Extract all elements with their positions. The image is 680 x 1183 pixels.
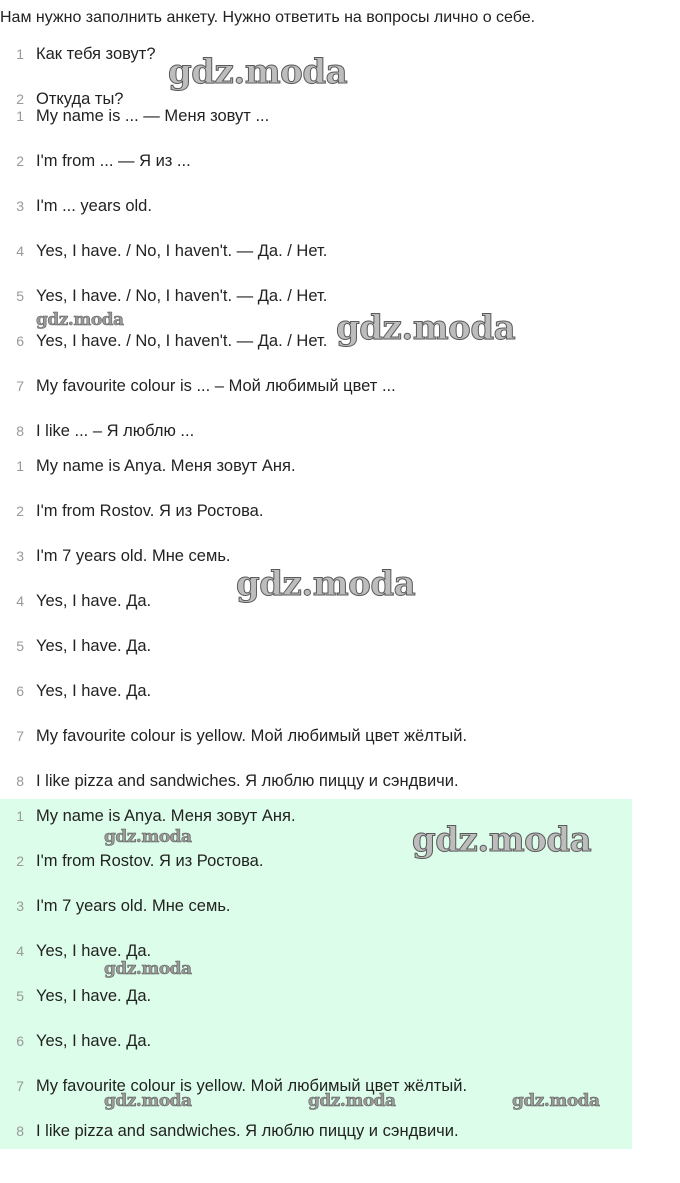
list-item xyxy=(0,497,640,525)
item-text: Откуда ты? xyxy=(36,90,124,108)
item-text: I'm from Rostov. Я из Ростова. xyxy=(36,852,264,870)
item-text: Yes, I have. Да. xyxy=(36,682,152,700)
list-item xyxy=(0,452,640,480)
list-item xyxy=(0,982,640,1010)
watermark: gdz.moda xyxy=(36,310,124,330)
list-item xyxy=(0,372,640,400)
item-number: 2 xyxy=(16,853,24,869)
list-item xyxy=(0,102,640,130)
list-item xyxy=(0,542,640,570)
item-number: 2 xyxy=(16,503,24,519)
list-item xyxy=(0,237,640,265)
item-text: Yes, I have. Да. xyxy=(36,987,152,1005)
item-text: I'm from Rostov. Я из Ростова. xyxy=(36,502,264,520)
list-item xyxy=(0,40,640,68)
item-number: 6 xyxy=(16,1033,24,1049)
watermark: gdz.moda xyxy=(412,820,592,860)
questions-list xyxy=(0,40,640,108)
list-item xyxy=(0,847,640,875)
item-number: 1 xyxy=(16,108,24,124)
item-number: 5 xyxy=(16,638,24,654)
item-number: 4 xyxy=(16,243,24,259)
watermark: gdz.moda xyxy=(104,1091,192,1111)
list-item xyxy=(0,767,640,795)
item-text: Как тебя зовут? xyxy=(36,45,156,63)
list-item xyxy=(0,282,640,310)
item-text: Yes, I have. / No, I haven't. — Да. / Нет. xyxy=(36,287,328,305)
item-text: I like pizza and sandwiches. Я люблю пиццу и сэндвичи. xyxy=(36,1122,459,1140)
item-text: My favourite colour is yellow. Мой любимый цвет жёлтый. xyxy=(36,1077,468,1095)
item-number: 3 xyxy=(16,198,24,214)
list-item xyxy=(0,1072,640,1100)
list-item xyxy=(0,892,640,920)
watermark: gdz.moda xyxy=(168,52,348,92)
list-item xyxy=(0,417,640,445)
item-text: My name is ... — Меня зовут ... xyxy=(36,107,270,125)
list-item xyxy=(0,587,640,615)
list-item xyxy=(0,802,640,830)
item-text: Yes, I have. Да. xyxy=(36,942,152,960)
list-item xyxy=(0,147,640,175)
item-text: My favourite colour is ... – Мой любимый цвет ... xyxy=(36,377,396,395)
item-number: 2 xyxy=(16,91,24,107)
watermark: gdz.moda xyxy=(308,1091,396,1111)
item-number: 4 xyxy=(16,593,24,609)
item-number: 8 xyxy=(16,1123,24,1139)
item-text: Yes, I have. Да. xyxy=(36,592,152,610)
item-number: 1 xyxy=(16,458,24,474)
item-text: I'm 7 years old. Мне семь. xyxy=(36,897,231,915)
item-number: 1 xyxy=(16,46,24,62)
watermark: gdz.moda xyxy=(104,959,192,979)
list-item xyxy=(0,677,640,705)
item-number: 7 xyxy=(16,378,24,394)
item-number: 7 xyxy=(16,1078,24,1094)
item-text: I like ... – Я люблю ... xyxy=(36,422,195,440)
list-item xyxy=(0,192,640,220)
list-item xyxy=(0,1027,640,1055)
item-number: 1 xyxy=(16,808,24,824)
list-item xyxy=(0,937,640,965)
item-text: My name is Anya. Меня зовут Аня. xyxy=(36,457,296,475)
item-text: Yes, I have. Да. xyxy=(36,637,152,655)
watermark: gdz.moda xyxy=(512,1091,600,1111)
item-number: 6 xyxy=(16,683,24,699)
watermark: gdz.moda xyxy=(236,564,416,604)
item-number: 2 xyxy=(16,153,24,169)
list-item xyxy=(0,722,640,750)
item-number: 7 xyxy=(16,728,24,744)
item-text: I'm ... years old. xyxy=(36,197,152,215)
item-text: I'm from ... — Я из ... xyxy=(36,152,191,170)
list-item xyxy=(0,1117,640,1145)
item-number: 5 xyxy=(16,988,24,1004)
item-text: Yes, I have. / No, I haven't. — Да. / Нет. xyxy=(36,242,328,260)
item-text: Yes, I have. / No, I haven't. — Да. / Нет. xyxy=(36,332,328,350)
item-text: Yes, I have. Да. xyxy=(36,1032,152,1050)
list-item xyxy=(0,327,640,355)
list-item xyxy=(0,632,640,660)
watermark: gdz.moda xyxy=(336,308,516,348)
item-number: 8 xyxy=(16,773,24,789)
intro-text: Нам нужно заполнить анкету. Нужно ответить на вопросы лично о себе. xyxy=(0,9,536,26)
item-number: 4 xyxy=(16,943,24,959)
item-number: 8 xyxy=(16,423,24,439)
item-number: 5 xyxy=(16,288,24,304)
final-answer-box xyxy=(0,799,632,1149)
item-number: 6 xyxy=(16,333,24,349)
watermark: gdz.moda xyxy=(104,827,192,847)
item-text: I like pizza and sandwiches. Я люблю пиццу и сэндвичи. xyxy=(36,772,459,790)
item-text: My name is Anya. Меня зовут Аня. xyxy=(36,807,296,825)
item-number: 3 xyxy=(16,548,24,564)
item-text: I'm 7 years old. Мне семь. xyxy=(36,547,231,565)
item-number: 3 xyxy=(16,898,24,914)
item-text: My favourite colour is yellow. Мой любимый цвет жёлтый. xyxy=(36,727,468,745)
